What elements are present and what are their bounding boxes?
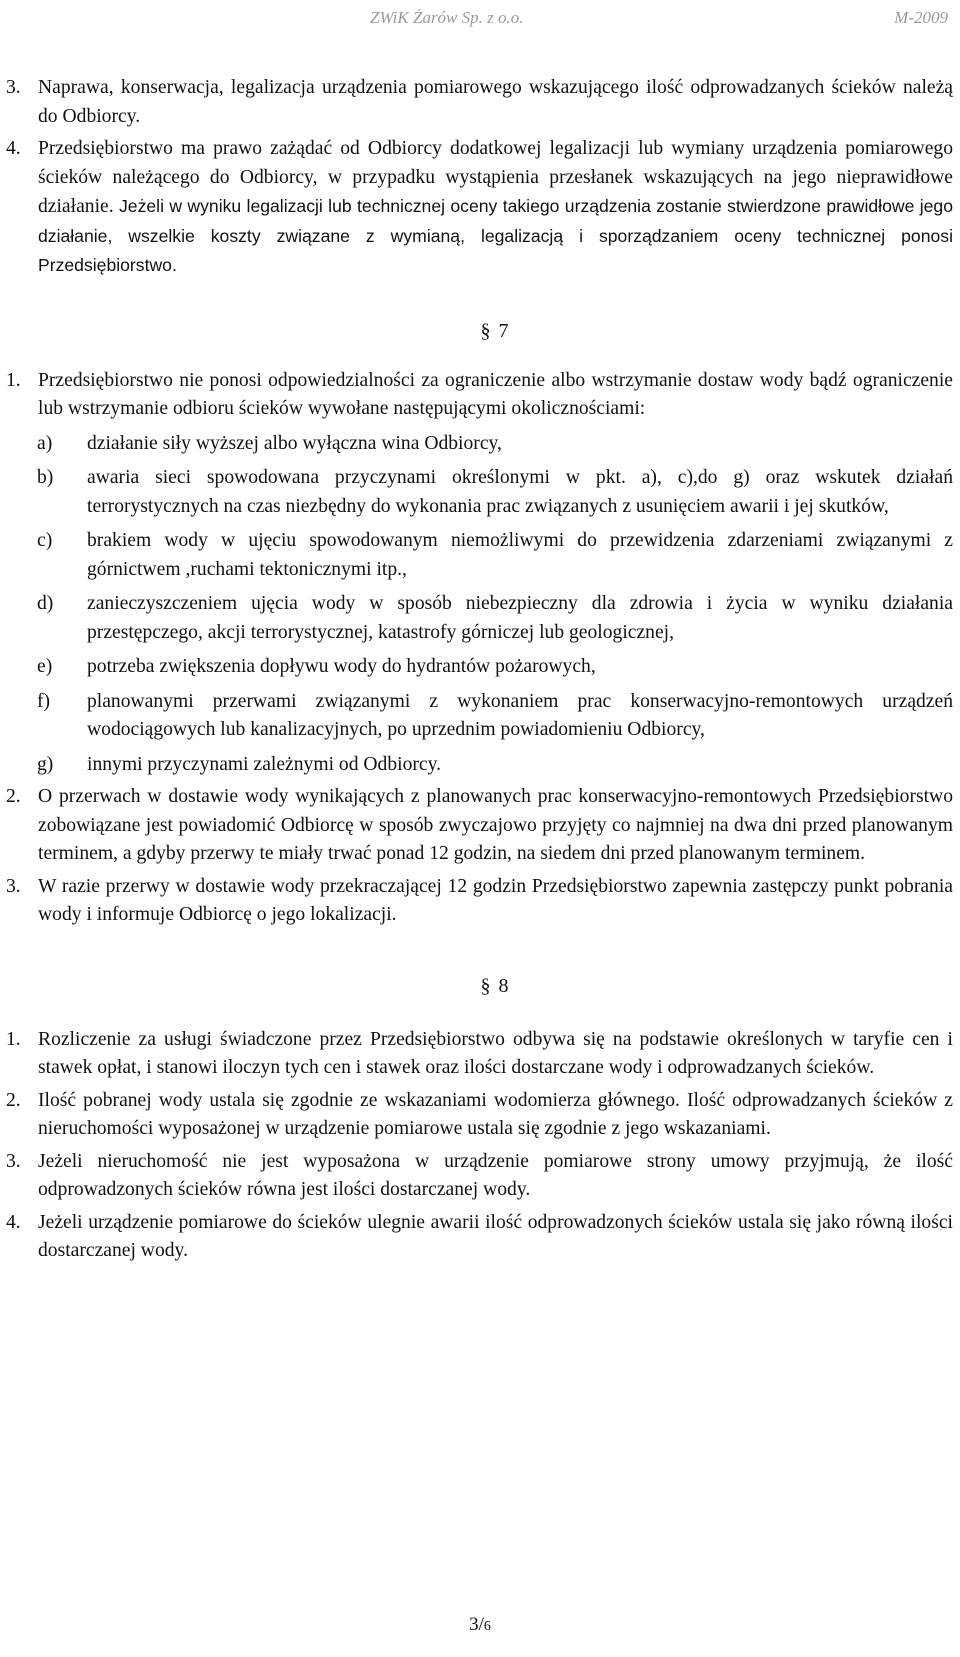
subitem-letter: g) [37, 753, 54, 775]
item-text: Przedsiębiorstwo nie ponosi odpowiedzialności za ograniczenie albo wstrzymanie dostaw wody bądź ograniczenie lub wstrzymanie odbioru ścieków wywołane następującymi okolicznościami: [38, 369, 953, 419]
subitem-letter: f) [37, 690, 51, 712]
subitem-letter: c) [37, 530, 53, 551]
subitem-letter: d) [37, 593, 54, 614]
subitem-letter: e) [37, 656, 53, 677]
section-heading-7 [6, 317, 953, 345]
s7-item-2 [6, 783, 953, 869]
s7-subitem-c [37, 527, 953, 584]
item-text: Jeżeli nieruchomość nie jest wyposażona w urządzenie pomiarowe strony umowy przyjmują, że ilość odprowadzonych ścieków równa jest ilości dostarczanej wody. [38, 1150, 953, 1200]
s7-subitem-d [37, 590, 953, 647]
paragraph-text-part-1: Przedsiębiorstwo ma prawo zażądać od Odbiorcy dodatkowej legalizacji lub wymiany urządzenia pomiarowego ścieków należącego do Odbiorcy, w przypadku wystąpienia przesłanek wskazujących na jego nieprawidłowe działanie. [38, 138, 953, 217]
s8-item-3 [6, 1148, 953, 1205]
paragraph-text-part-2: Jeżeli w wyniku legalizacji lub technicznej oceny takiego urządzenia zostanie stwierdzone prawidłowe jego działanie, wszelkie koszty związane z wymianą, legalizacją i sporządzaniem oceny technicznej ponosi Przedsiębiorstwo. [38, 196, 953, 275]
header-document-code: M-2009 [894, 8, 948, 27]
item-number: 2. [6, 786, 21, 807]
subitem-letter: b) [37, 467, 54, 488]
item-number: 3. [6, 875, 21, 897]
item-text: Jeżeli urządzenie pomiarowe do ścieków ulegnie awarii ilość odprowadzonych ścieków ustala się jako równą ilości dostarczanej wody. [38, 1211, 953, 1261]
item-number: 4. [6, 1211, 21, 1233]
section-number: 8 [498, 974, 509, 997]
document-body [6, 74, 953, 1266]
subitem-text: potrzeba zwiększenia dopływu wody do hydrantów pożarowych, [87, 656, 596, 677]
s7-subitem-e [37, 653, 953, 682]
paragraph-4 [6, 135, 953, 281]
s7-item-3 [6, 873, 953, 930]
section-number: 7 [498, 319, 509, 342]
subitem-text: działanie siły wyższej albo wyłączna wina Odbiorcy, [87, 432, 502, 454]
subitem-text: innymi przyczynami zależnymi od Odbiorcy. [87, 753, 442, 775]
subitem-text: planowanymi przerwami związanymi z wykonaniem prac konserwacyjno-remontowych urządzeń wodociągowych lub kanalizacyjnych, po uprzednim powiadomieniu Odbiorcy, [87, 690, 953, 740]
page-current: 3/ [469, 1614, 484, 1635]
s8-item-1 [6, 1026, 953, 1083]
s7-subitem-f [37, 688, 953, 745]
paragraph-text [38, 135, 953, 281]
section-heading-8 [6, 972, 953, 1000]
subitem-text: awaria sieci spowodowana przyczynami określonymi w pkt. a), c),do g) oraz wskutek działań terrorystycznych na czas niezbędny do wykonania prac związanych z usunięciem awarii i jej skutków, [87, 467, 953, 517]
item-text: Rozliczenie za usługi świadczone przez Przedsiębiorstwo odbywa się na podstawie określonych w taryfie cen i stawek opłat, i stanowi iloczyn tych cen i stawek oraz ilości dostarczane wody i odprowadzanych ścieków. [38, 1028, 953, 1078]
item-number: 3. [6, 1150, 21, 1172]
page-number [0, 1614, 960, 1636]
subitem-letter: a) [37, 432, 53, 454]
item-number: 1. [6, 1028, 21, 1050]
paragraph-text: Naprawa, konserwacja, legalizacja urządzenia pomiarowego wskazującego ilość odprowadzanych ścieków należą do Odbiorcy. [38, 77, 953, 127]
item-number: 2. [6, 1089, 21, 1111]
header-organization: ZWiK Żarów Sp. z o.o. [370, 8, 524, 27]
s7-subitem-a [37, 430, 953, 459]
page-header [0, 4, 960, 30]
section-sign: § [480, 319, 491, 342]
item-text: Ilość pobranej wody ustala się zgodnie ze wskazaniami wodomierza głównego. Ilość odprowadzanych ścieków z nieruchomości wyposażonej w urządzenie pomiarowe ustala się zgodnie z jego wskazaniami. [38, 1089, 953, 1139]
s7-subitem-g [37, 751, 953, 780]
page-total: 6 [483, 1619, 491, 1634]
s7-subitem-b [37, 464, 953, 521]
s8-item-2 [6, 1087, 953, 1144]
paragraph-number: 4. [6, 138, 21, 159]
subitem-text: zanieczyszczeniem ujęcia wody w sposób niebezpieczny dla zdrowia i życia w wyniku działania przestępczego, akcji terrorystycznej, katastrofy górniczej lub geologicznej, [87, 593, 953, 643]
s8-item-4 [6, 1209, 953, 1266]
section-sign: § [480, 974, 491, 997]
paragraph-3 [6, 74, 953, 131]
item-number: 1. [6, 369, 21, 391]
item-text: W razie przerwy w dostawie wody przekraczającej 12 godzin Przedsiębiorstwo zapewnia zastępczy punkt pobrania wody i informuje Odbiorcę o jego lokalizacji. [38, 875, 953, 925]
paragraph-number: 3. [6, 77, 21, 98]
item-text: O przerwach w dostawie wody wynikających z planowanych prac konserwacyjno-remontowych Przedsiębiorstwo zobowiązane jest powiadomić Odbiorcę w sposób zwyczajowo przyjęty co najmniej na dwa dni przed planowanym terminem, a gdyby przerwy te miały trwać ponad 12 godzin, na siedem dni przed planowanym terminem. [38, 786, 953, 864]
subitem-text: brakiem wody w ujęciu spowodowanym niemożliwymi do przewidzenia zdarzeniami związanymi z górnictwem ,ruchami tektonicznymi itp., [87, 530, 953, 580]
s7-item-1 [6, 367, 953, 424]
